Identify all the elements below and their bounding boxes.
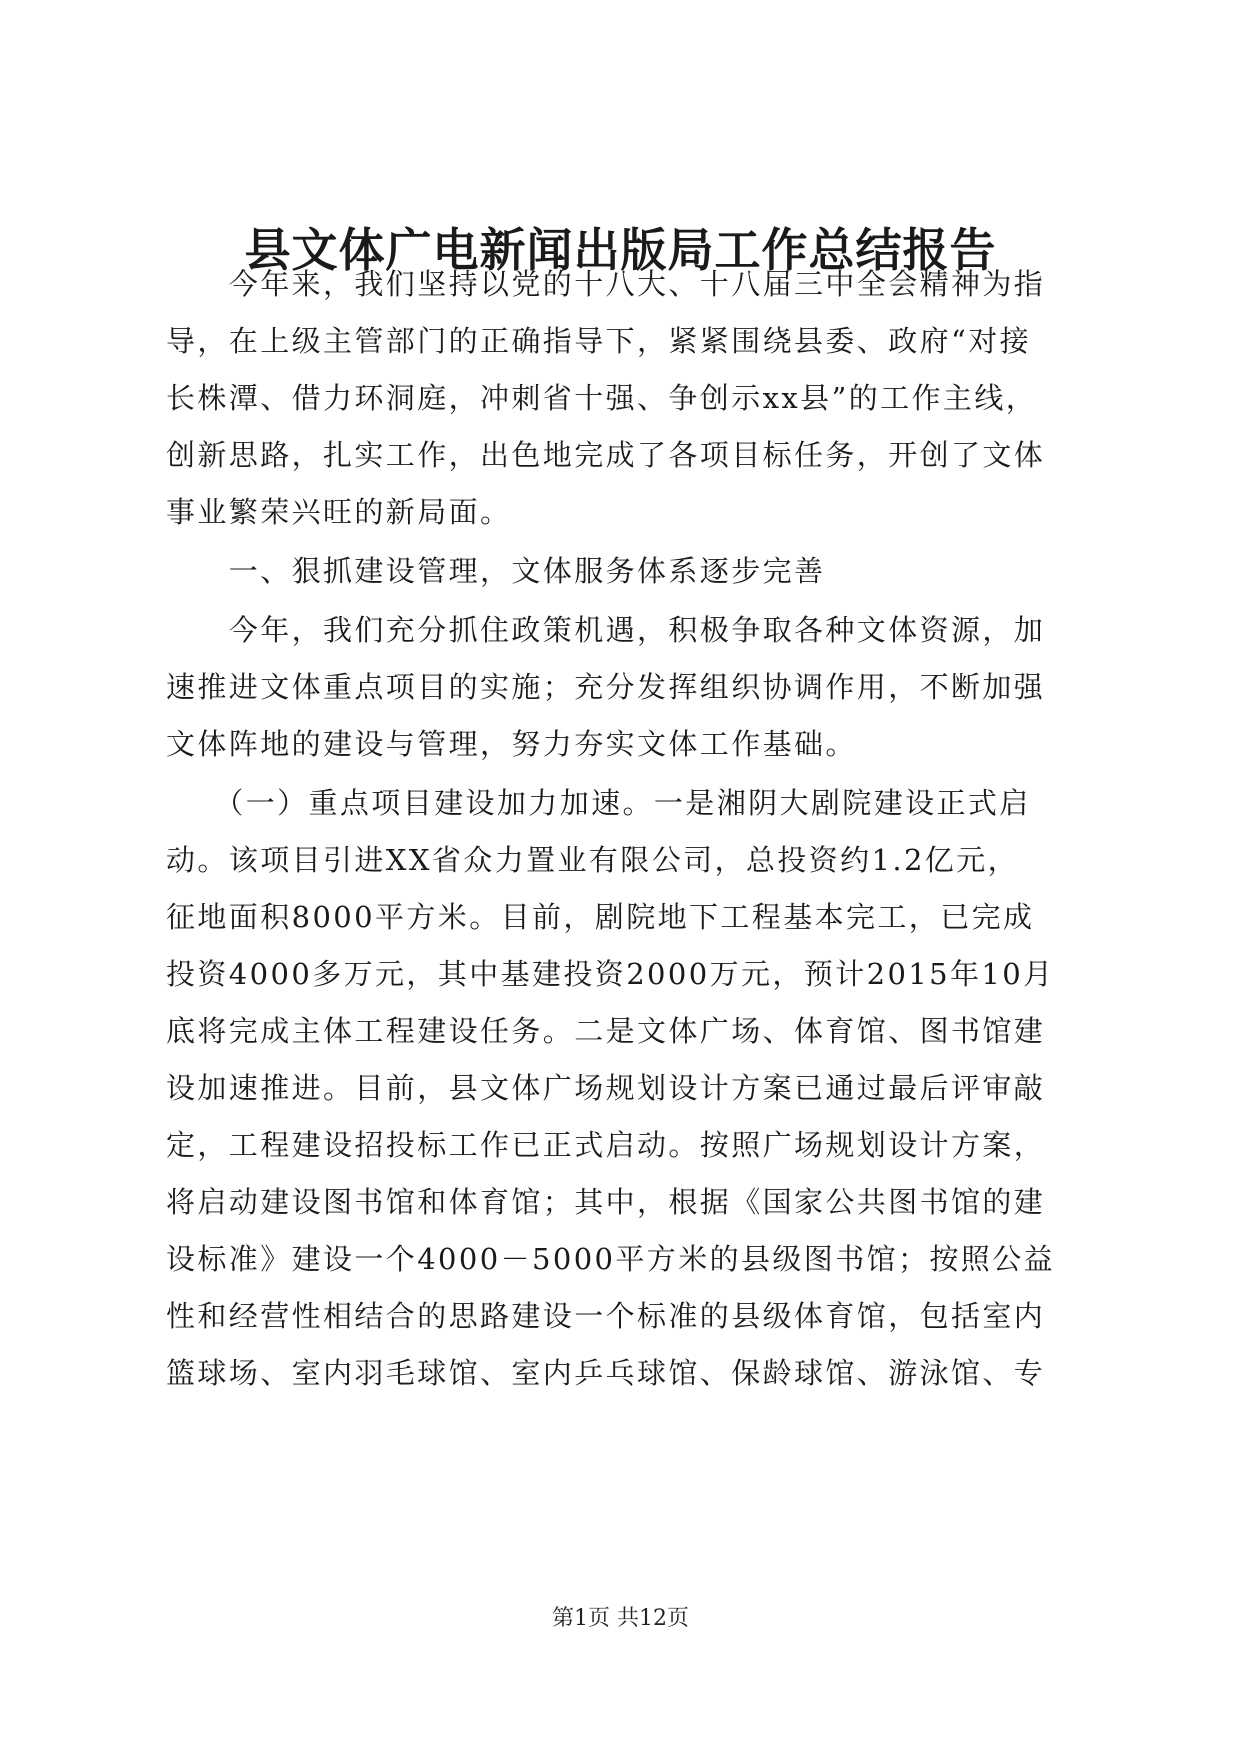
body-line: 征地面积8000平方米。目前，剧院地下工程基本完工，已完成 bbox=[166, 900, 1035, 934]
body-line: 定，工程建设招投标工作已正式启动。按照广场规划设计方案， bbox=[166, 1128, 1046, 1162]
body-line: 动。该项目引进XX省众力置业有限公司，总投资约1.2亿元， bbox=[166, 843, 1020, 877]
body-line: 底将完成主体工程建设任务。二是文体广场、体育馆、图书馆建 bbox=[166, 1014, 1046, 1048]
body-line: （一）重点项目建设加力加速。一是湘阴大剧院建设正式启 bbox=[166, 786, 1031, 820]
body-line: 今年，我们充分抓住政策机遇，积极争取各种文体资源，加 bbox=[166, 613, 1046, 647]
body-line: 导，在上级主管部门的正确指导下，紧紧围绕县委、政府“对接 bbox=[166, 324, 1032, 358]
page-number: 第1页 共12页 bbox=[552, 1606, 689, 1631]
body-line: 长株潭、借力环洞庭，冲刺省十强、争创示xx县”的工作主线， bbox=[166, 381, 1038, 415]
body-line: 将启动建设图书馆和体育馆；其中，根据《国家公共图书馆的建 bbox=[166, 1185, 1046, 1219]
body-line: 创新思路，扎实工作，出色地完成了各项目标任务，开创了文体 bbox=[166, 438, 1046, 472]
document-title: 县文体广电新闻出版局工作总结报告 bbox=[244, 223, 997, 277]
body-line: 设标准》建设一个4000－5000平方米的县级图书馆；按照公益 bbox=[166, 1242, 1056, 1276]
body-line: 速推进文体重点项目的实施；充分发挥组织协调作用，不断加强 bbox=[166, 670, 1046, 704]
body-line: 设加速推进。目前，县文体广场规划设计方案已通过最后评审敲 bbox=[166, 1071, 1046, 1105]
body-line: 今年来，我们坚持以党的十八大、十八届三中全会精神为指 bbox=[166, 267, 1046, 301]
body-line: 篮球场、室内羽毛球馆、室内乒乓球馆、保龄球馆、游泳馆、专 bbox=[166, 1356, 1046, 1390]
body-line: 文体阵地的建设与管理，努力夯实文体工作基础。 bbox=[166, 727, 857, 761]
body-line: 事业繁荣兴旺的新局面。 bbox=[166, 495, 512, 529]
section-heading: 一、狠抓建设管理，文体服务体系逐步完善 bbox=[166, 554, 826, 588]
body-line: 投资4000多万元，其中基建投资2000万元，预计2015年10月 bbox=[166, 957, 1055, 991]
body-line: 性和经营性相结合的思路建设一个标准的县级体育馆，包括室内 bbox=[166, 1299, 1046, 1333]
